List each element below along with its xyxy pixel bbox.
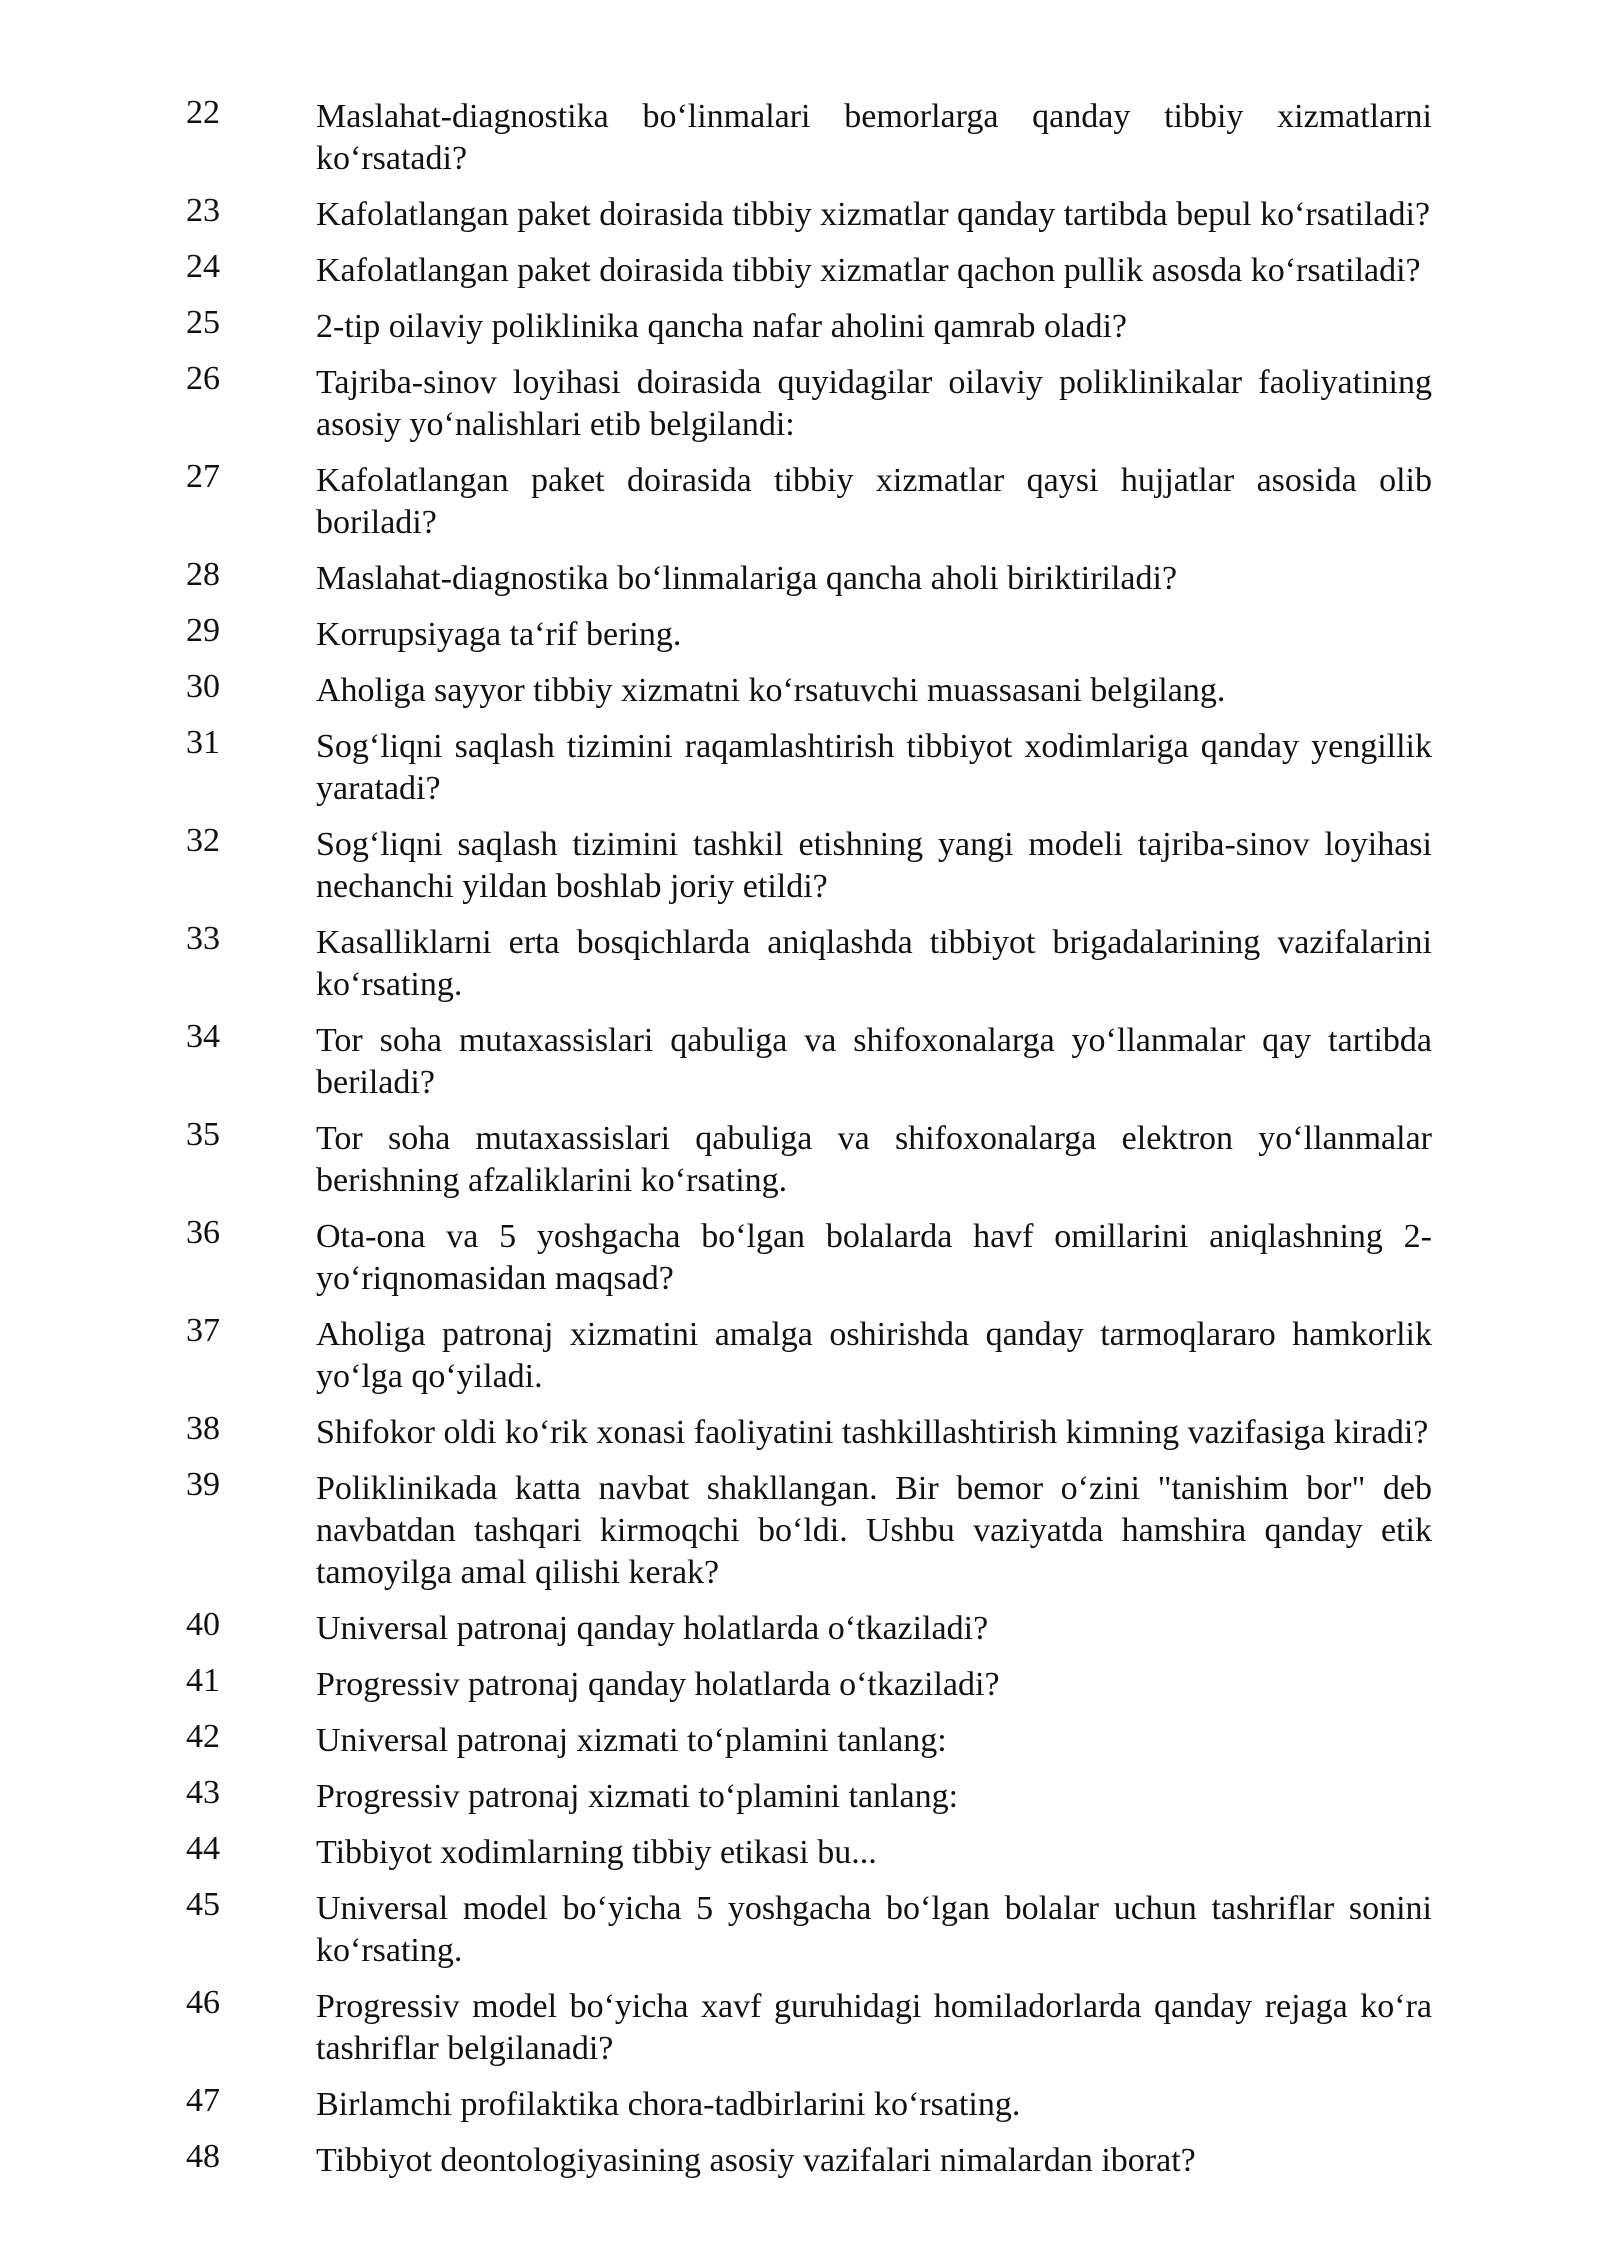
- question-number: 27: [186, 458, 220, 495]
- question-number: 44: [186, 1830, 220, 1867]
- question-number: 32: [186, 822, 220, 859]
- question-number: 38: [186, 1410, 220, 1447]
- question-row: [186, 1664, 1432, 1706]
- question-number: 30: [186, 668, 220, 705]
- question-number: 48: [186, 2138, 220, 2175]
- question-number: 36: [186, 1214, 220, 1251]
- question-row: [186, 558, 1432, 600]
- question-row: [186, 1216, 1432, 1300]
- question-row: [186, 2084, 1432, 2126]
- question-row: [186, 1776, 1432, 1818]
- question-row: [186, 726, 1432, 810]
- question-number: 42: [186, 1718, 220, 1755]
- question-text: Birlamchi profilaktika chora-tadbirlarini ko‘rsating.: [316, 2086, 1021, 2123]
- question-row: [186, 1986, 1432, 2070]
- question-row: [186, 1468, 1432, 1594]
- question-number: 26: [186, 360, 220, 397]
- question-number: 39: [186, 1466, 220, 1503]
- question-text: Kafolatlangan paket doirasida tibbiy xizmatlar qaysi hujjatlar asosida olib boriladi?: [316, 462, 1432, 541]
- question-text: Kafolatlangan paket doirasida tibbiy xizmatlar qanday tartibda bepul ko‘rsatiladi?: [316, 196, 1431, 233]
- question-number: 41: [186, 1662, 220, 1699]
- question-row: [186, 96, 1432, 180]
- question-row: [186, 460, 1432, 544]
- question-text: Tajriba-sinov loyihasi doirasida quyidagilar oilaviy poliklinikalar faoliyatining asosiy yo‘nalishlari etib belgilandi:: [316, 364, 1432, 443]
- question-text: Korrupsiyaga ta‘rif bering.: [316, 616, 682, 653]
- question-row: [186, 2140, 1432, 2182]
- question-text: Sog‘liqni saqlash tizimini raqamlashtirish tibbiyot xodimlariga qanday yengillik yaratadi?: [316, 728, 1432, 807]
- question-row: [186, 1020, 1432, 1104]
- question-row: [186, 250, 1432, 292]
- question-row: [186, 1314, 1432, 1398]
- question-number: 22: [186, 94, 220, 131]
- question-row: [186, 1118, 1432, 1202]
- question-number: 43: [186, 1774, 220, 1811]
- question-number: 47: [186, 2082, 220, 2119]
- question-row: [186, 670, 1432, 712]
- question-number: 29: [186, 612, 220, 649]
- question-text: Kasalliklarni erta bosqichlarda aniqlashda tibbiyot brigadalarining vazifalarini ko‘rsating.: [316, 924, 1432, 1003]
- question-number: 23: [186, 192, 220, 229]
- question-row: [186, 1888, 1432, 1972]
- question-row: [186, 922, 1432, 1006]
- question-text: Aholiga patronaj xizmatini amalga oshirishda qanday tarmoqlararo hamkorlik yo‘lga qo‘yiladi.: [316, 1316, 1432, 1395]
- question-number: 37: [186, 1312, 220, 1349]
- question-text: Progressiv patronaj xizmati to‘plamini tanlang:: [316, 1778, 959, 1815]
- question-text: Tor soha mutaxassislari qabuliga va shifoxonalarga elektron yo‘llanmalar berishning afzaliklarini ko‘rsating.: [316, 1120, 1432, 1199]
- question-text: 2-tip oilaviy poliklinika qancha nafar aholini qamrab oladi?: [316, 308, 1128, 345]
- question-number: 35: [186, 1116, 220, 1153]
- question-row: [186, 1608, 1432, 1650]
- question-text: Tor soha mutaxassislari qabuliga va shifoxonalarga yo‘llanmalar qay tartibda beriladi?: [316, 1022, 1432, 1101]
- question-list: [186, 96, 1432, 2196]
- question-text: Tibbiyot deontologiyasining asosiy vazifalari nimalardan iborat?: [316, 2142, 1196, 2179]
- question-text: Sog‘liqni saqlash tizimini tashkil etishning yangi modeli tajriba-sinov loyihasi nechanchi yildan boshlab joriy etildi?: [316, 826, 1432, 905]
- question-text: Maslahat-diagnostika bo‘linmalari bemorlarga qanday tibbiy xizmatlarni ko‘rsatadi?: [316, 98, 1432, 177]
- question-number: 34: [186, 1018, 220, 1055]
- question-text: Progressiv patronaj qanday holatlarda o‘tkaziladi?: [316, 1666, 1000, 1703]
- question-text: Progressiv model bo‘yicha xavf guruhidagi homiladorlarda qanday rejaga ko‘ra tashriflar belgilanadi?: [316, 1988, 1432, 2067]
- question-number: 24: [186, 248, 220, 285]
- question-number: 46: [186, 1984, 220, 2021]
- question-row: [186, 1412, 1432, 1454]
- question-number: 31: [186, 724, 220, 761]
- question-text: Poliklinikada katta navbat shakllangan. Bir bemor o‘zini "tanishim bor" deb navbatdan tashqari kirmoqchi bo‘ldi. Ushbu vaziyatda hamshira qanday etik tamoyilga amal qilishi kerak?: [316, 1470, 1432, 1591]
- question-row: [186, 824, 1432, 908]
- question-text: Aholiga sayyor tibbiy xizmatni ko‘rsatuvchi muassasani belgilang.: [316, 672, 1226, 709]
- question-text: Kafolatlangan paket doirasida tibbiy xizmatlar qachon pullik asosda ko‘rsatiladi?: [316, 252, 1421, 289]
- question-row: [186, 614, 1432, 656]
- question-number: 25: [186, 304, 220, 341]
- question-number: 40: [186, 1606, 220, 1643]
- question-text: Shifokor oldi ko‘rik xonasi faoliyatini tashkillashtirish kimning vazifasiga kiradi?: [316, 1414, 1429, 1451]
- question-text: Ota-ona va 5 yoshgacha bo‘lgan bolalarda havf omillarini aniqlashning 2-yo‘riqnomasidan maqsad?: [316, 1218, 1432, 1297]
- question-text: Tibbiyot xodimlarning tibbiy etikasi bu...: [316, 1834, 877, 1871]
- question-number: 33: [186, 920, 220, 957]
- question-text: Universal patronaj xizmati to‘plamini tanlang:: [316, 1722, 947, 1759]
- question-row: [186, 1832, 1432, 1874]
- question-number: 45: [186, 1886, 220, 1923]
- question-row: [186, 362, 1432, 446]
- question-number: 28: [186, 556, 220, 593]
- question-row: [186, 194, 1432, 236]
- question-text: Universal patronaj qanday holatlarda o‘tkaziladi?: [316, 1610, 989, 1647]
- question-text: Universal model bo‘yicha 5 yoshgacha bo‘lgan bolalar uchun tashriflar sonini ko‘rsating.: [316, 1890, 1432, 1969]
- question-row: [186, 1720, 1432, 1762]
- question-row: [186, 306, 1432, 348]
- question-text: Maslahat-diagnostika bo‘linmalariga qancha aholi biriktiriladi?: [316, 560, 1178, 597]
